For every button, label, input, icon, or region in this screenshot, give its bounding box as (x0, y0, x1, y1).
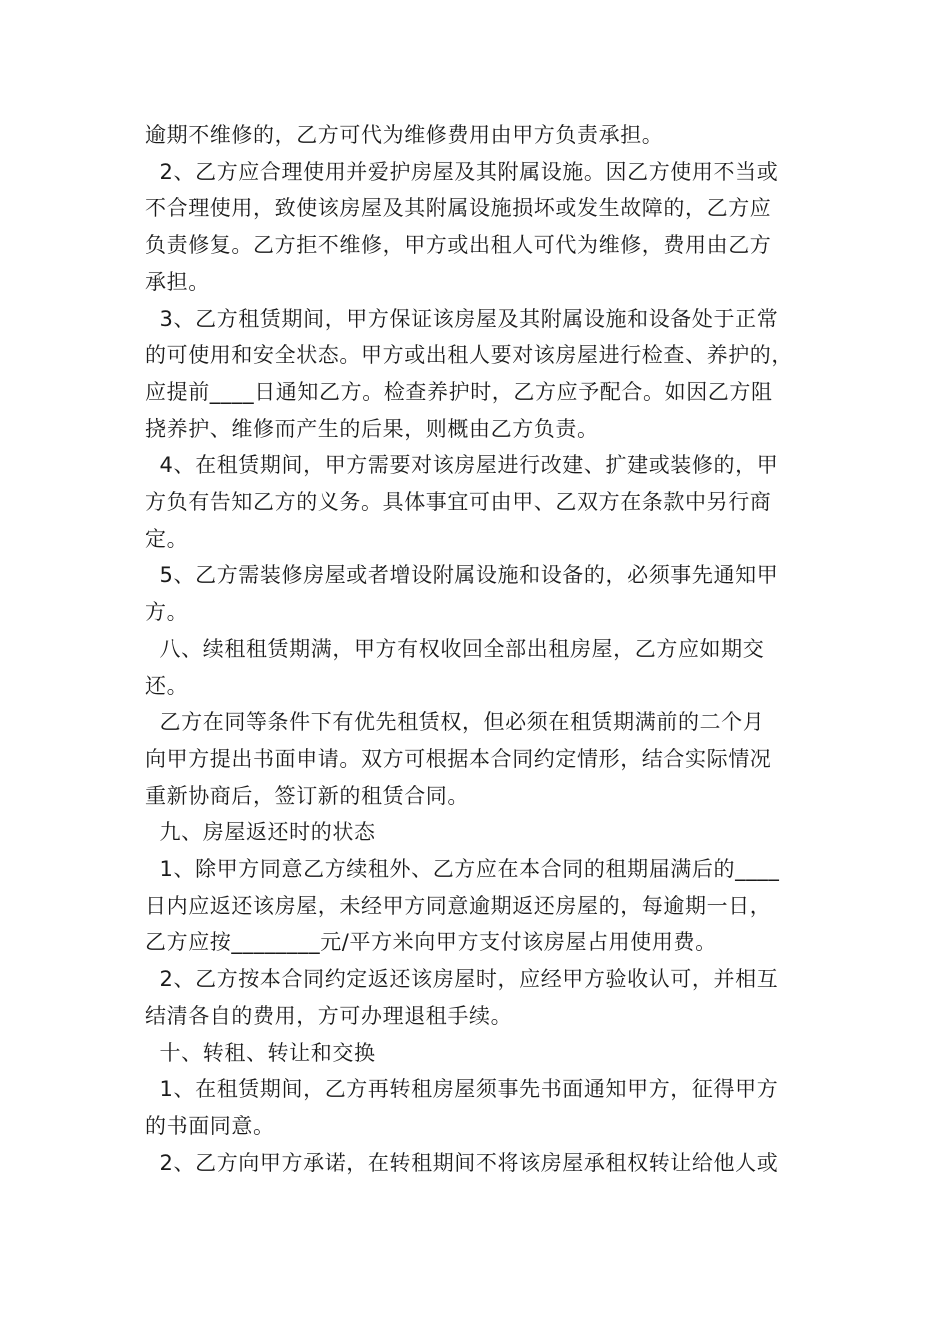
text-line: 3、乙方租赁期间，甲方保证该房屋及其附属设施和设备处于正常 (145, 307, 779, 331)
text-line: 逾期不维修的，乙方可代为维修费用由甲方负责承担。 (145, 123, 664, 147)
text-line: 2、乙方向甲方承诺，在转租期间不将该房屋承租权转让给他人或 (145, 1151, 779, 1175)
text-line: 1、除甲方同意乙方续租外、乙方应在本合同的租期届满后的____ (145, 857, 780, 881)
text-line: 结清各自的费用，方可办理退租手续。 (145, 1004, 513, 1028)
text-line: 负责修复。乙方拒不维修，甲方或出租人可代为维修，费用由乙方 (145, 233, 772, 257)
text-line: 乙方在同等条件下有优先租赁权，但必须在租赁期满前的二个月 (145, 710, 765, 734)
text-line: 应提前____日通知乙方。检查养护时，乙方应予配合。如因乙方阻 (145, 380, 773, 404)
text-line: 日内应返还该房屋，未经甲方同意逾期返还房屋的，每逾期一日， (145, 894, 772, 918)
text-line: 十、转租、转让和交换 (145, 1041, 376, 1065)
text-line: 九、房屋返还时的状态 (145, 820, 376, 844)
text-line: 八、续租租赁期满，甲方有权收回全部出租房屋，乙方应如期交 (145, 637, 765, 661)
text-line: 承担。 (145, 270, 210, 294)
text-line: 还。 (145, 674, 189, 698)
text-line: 的书面同意。 (145, 1114, 275, 1138)
text-line: 1、在租赁期间，乙方再转租房屋须事先书面通知甲方，征得甲方 (145, 1077, 779, 1101)
text-line: 挠养护、维修而产生的后果，则概由乙方负责。 (145, 417, 599, 441)
text-line: 重新协商后，签订新的租赁合同。 (145, 784, 469, 808)
text-line: 定。 (145, 527, 189, 551)
text-line: 方负有告知乙方的义务。具体事宜可由甲、乙双方在条款中另行商 (145, 490, 772, 514)
text-line: 5、乙方需装修房屋或者增设附属设施和设备的，必须事先通知甲 (145, 563, 779, 587)
text-line: 不合理使用，致使该房屋及其附属设施损坏或发生故障的，乙方应 (145, 196, 772, 220)
text-line: 乙方应按________元/平方米向甲方支付该房屋占用使用费。 (145, 930, 717, 954)
text-line: 4、在租赁期间，甲方需要对该房屋进行改建、扩建或装修的，甲 (145, 453, 779, 477)
text-line: 2、乙方按本合同约定返还该房屋时，应经甲方验收认可，并相互 (145, 967, 779, 991)
text-line: 2、乙方应合理使用并爱护房屋及其附属设施。因乙方使用不当或 (145, 160, 779, 184)
text-line: 的可使用和安全状态。甲方或出租人要对该房屋进行检查、养护的， (145, 343, 793, 367)
text-line: 向甲方提出书面申请。双方可根据本合同约定情形，结合实际情况 (145, 747, 772, 771)
text-line: 方。 (145, 600, 189, 624)
